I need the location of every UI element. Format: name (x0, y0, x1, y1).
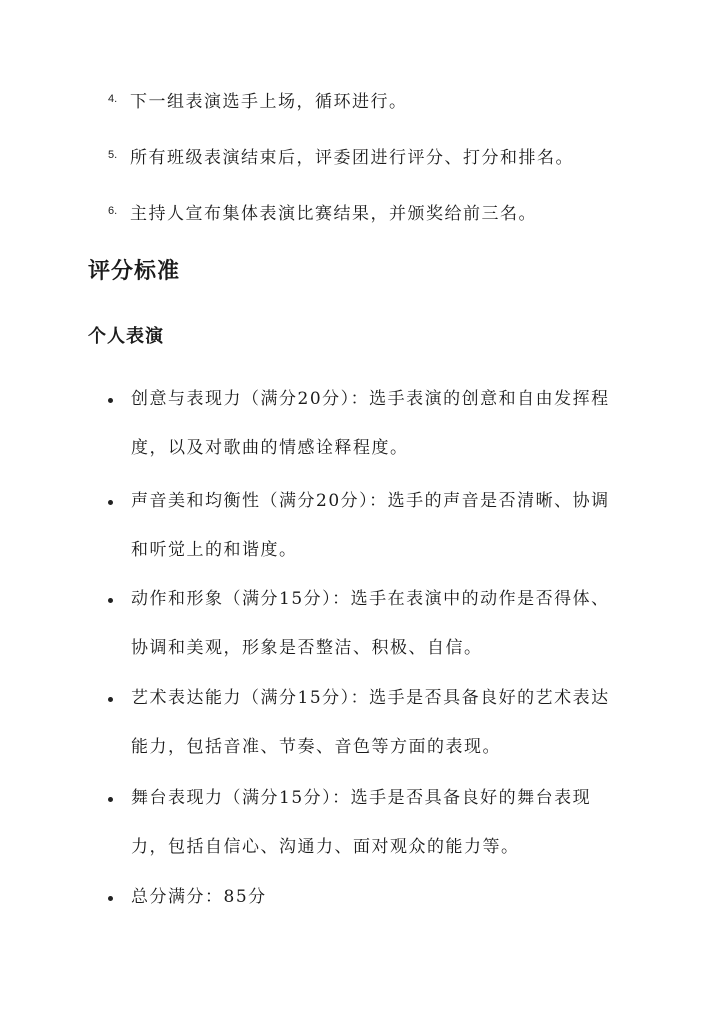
criteria-item (108, 683, 628, 772)
criteria-text: 总分满分：85分 (131, 887, 267, 907)
criteria-text: 艺术表达能力（满分15分）：选手是否具备良好的艺术表达能力，包括音准、节奏、音色等方面的表现。 (131, 688, 610, 757)
criteria-item (108, 584, 628, 673)
bullet-icon (108, 697, 113, 702)
section-title: 评分标准 (88, 258, 181, 284)
criteria-text: 声音美和均衡性（满分20分）：选手的声音是否清晰、协调和听觉上的和谐度。 (131, 491, 610, 560)
bullet-icon (108, 398, 113, 403)
step-item (108, 84, 408, 114)
step-text: 所有班级表演结束后，评委团进行评分、打分和排名。 (130, 147, 574, 168)
step-text: 下一组表演选手上场，循环进行。 (130, 91, 408, 112)
criteria-item (108, 384, 628, 473)
bullet-icon (108, 797, 113, 802)
bullet-icon (108, 598, 113, 603)
step-item (108, 140, 574, 170)
criteria-text: 创意与表现力（满分20分）：选手表演的创意和自由发挥程度，以及对歌曲的情感诠释程度。 (131, 389, 610, 458)
criteria-text: 舞台表现力（满分15分）：选手是否具备良好的舞台表现力，包括自信心、沟通力、面对观众的能力等。 (131, 788, 592, 857)
step-item (108, 196, 537, 226)
criteria-item (108, 486, 628, 575)
bullet-icon (108, 896, 113, 901)
step-number: 5. (108, 149, 118, 161)
criteria-text: 动作和形象（满分15分）：选手在表演中的动作是否得体、协调和美观，形象是否整洁、积极、自信。 (131, 589, 610, 658)
criteria-item (108, 783, 628, 872)
criteria-item (108, 882, 628, 922)
subsection-title: 个人表演 (88, 326, 164, 347)
step-text: 主持人宣布集体表演比赛结果，并颁奖给前三名。 (130, 203, 537, 224)
step-number: 6. (108, 205, 118, 217)
bullet-icon (108, 500, 113, 505)
step-number: 4. (108, 93, 118, 105)
